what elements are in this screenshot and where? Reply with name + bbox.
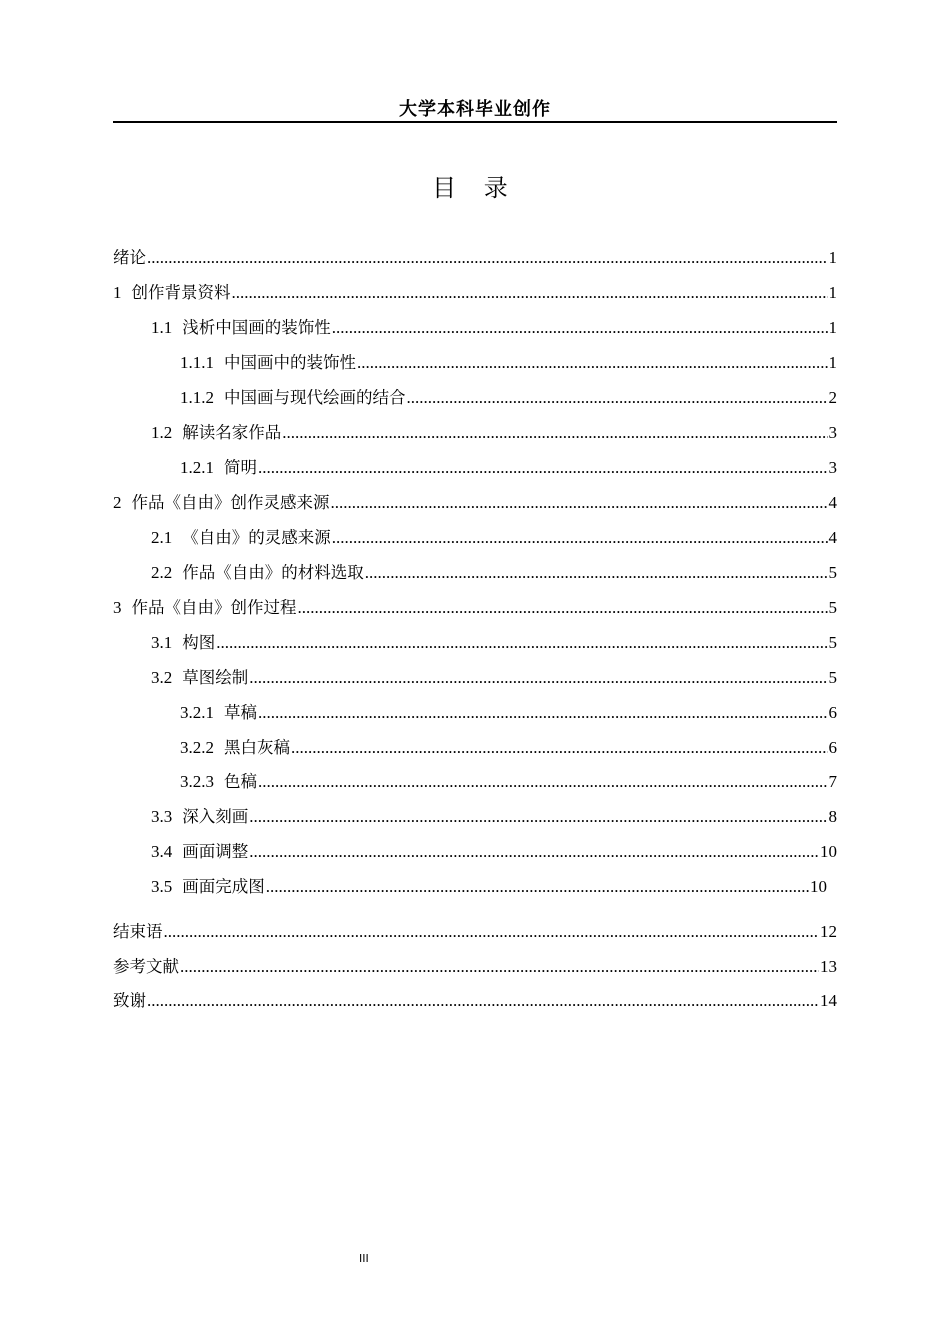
toc-entry-label: 深入刻画 xyxy=(182,807,249,826)
toc-entry-label: 作品《自由》创作灵感来源 xyxy=(131,493,330,512)
toc-entry[interactable] xyxy=(113,490,837,516)
toc-entry-page: 13 xyxy=(820,957,837,976)
toc-entry-number: 3.2.1 xyxy=(180,703,214,722)
toc-entry-page: 3 xyxy=(828,458,837,477)
toc-entry-page: 10 xyxy=(820,842,837,861)
toc-entry-label: 致谢 xyxy=(113,991,146,1010)
toc-entry-label: 结束语 xyxy=(113,922,163,941)
dot-leader xyxy=(407,385,828,411)
toc-entry-number: 2 xyxy=(113,493,122,512)
dot-leader xyxy=(180,954,819,980)
toc-entry[interactable] xyxy=(180,455,837,481)
toc-entry[interactable] xyxy=(151,630,837,656)
toc-entry-label: 浅析中国画的装饰性 xyxy=(182,318,331,337)
toc-entry[interactable] xyxy=(151,315,837,341)
toc-entry[interactable] xyxy=(151,839,837,865)
toc-entry[interactable] xyxy=(151,560,837,586)
toc-entry-page: 4 xyxy=(828,528,837,547)
dot-leader xyxy=(249,665,827,691)
dot-leader xyxy=(266,874,809,900)
toc-entry-number: 1.2.1 xyxy=(180,458,214,477)
toc-entry-page: 12 xyxy=(820,922,837,941)
dot-leader xyxy=(258,700,828,726)
toc-entry-number: 1.1 xyxy=(151,318,173,337)
toc-entry-label: 色稿 xyxy=(224,772,257,791)
toc-entry-number: 3.2.2 xyxy=(180,738,214,757)
toc-entry[interactable] xyxy=(151,874,827,900)
toc-entry-label: 解读名家作品 xyxy=(182,423,282,442)
toc-entry[interactable] xyxy=(180,350,837,376)
toc-entry-label: 黑白灰稿 xyxy=(224,738,290,757)
toc-entry-label: 草图绘制 xyxy=(182,668,249,687)
toc-entry-page: 1 xyxy=(828,248,837,267)
dot-leader xyxy=(332,315,828,341)
toc-entry[interactable] xyxy=(151,665,837,691)
toc-entry-number: 3.2 xyxy=(151,668,173,687)
dot-leader xyxy=(365,560,828,586)
dot-leader xyxy=(258,455,828,481)
toc-entry-page: 5 xyxy=(828,563,837,582)
dot-leader xyxy=(164,919,820,945)
toc-entry-page: 5 xyxy=(828,668,837,687)
toc-entry-number: 3.5 xyxy=(151,877,173,896)
toc-entry-number: 2.1 xyxy=(151,528,173,547)
toc-entry-label: 构图 xyxy=(182,633,216,652)
toc-entry[interactable] xyxy=(113,919,837,945)
toc-entry-label: 简明 xyxy=(224,458,257,477)
toc-entry-page: 1 xyxy=(828,353,837,372)
dot-leader xyxy=(258,769,828,795)
running-header-title: 大学本科毕业创作 xyxy=(399,99,551,120)
toc-entry-number: 1.2 xyxy=(151,423,173,442)
toc-entry[interactable] xyxy=(151,525,837,551)
toc-entry-page: 14 xyxy=(820,991,837,1010)
dot-leader xyxy=(357,350,828,376)
toc-entry[interactable] xyxy=(180,700,837,726)
dot-leader xyxy=(331,490,828,516)
toc-entry[interactable] xyxy=(180,385,837,411)
dot-leader xyxy=(291,735,828,761)
toc-entry-page: 8 xyxy=(828,807,837,826)
toc-entry-label: 参考文献 xyxy=(113,957,179,976)
dot-leader xyxy=(332,525,828,551)
toc-entry[interactable] xyxy=(180,769,837,795)
toc-entry-label: 绪论 xyxy=(113,248,146,267)
page-number: III xyxy=(359,1252,369,1265)
toc-entry-page: 4 xyxy=(828,493,837,512)
toc-entry-label: 《自由》的灵感来源 xyxy=(182,528,331,547)
toc-entry-page: 5 xyxy=(828,598,837,617)
toc-entry-label: 作品《自由》创作过程 xyxy=(131,598,297,617)
toc-entry-label: 中国画与现代绘画的结合 xyxy=(224,388,406,407)
toc-entry-label: 作品《自由》的材料选取 xyxy=(182,563,364,582)
toc-entry-label: 画面调整 xyxy=(182,842,249,861)
toc-entry-number: 3.2.3 xyxy=(180,772,214,791)
toc-heading: 目 录 xyxy=(432,174,518,202)
toc-entry-page: 7 xyxy=(828,772,837,791)
dot-leader xyxy=(249,804,827,830)
toc-entry[interactable] xyxy=(151,804,837,830)
toc-entry-page: 10 xyxy=(810,877,827,896)
toc-entry-label: 画面完成图 xyxy=(182,877,265,896)
toc-entry-page: 1 xyxy=(828,318,837,337)
toc-entry[interactable] xyxy=(113,280,837,306)
dot-leader xyxy=(216,630,827,656)
dot-leader xyxy=(249,839,819,865)
header-divider xyxy=(113,121,837,123)
toc-entry[interactable] xyxy=(113,954,837,980)
toc-entry-number: 3.3 xyxy=(151,807,173,826)
toc-entry-page: 6 xyxy=(828,703,837,722)
dot-leader xyxy=(147,988,819,1014)
dot-leader xyxy=(232,280,828,306)
dot-leader xyxy=(298,595,828,621)
toc-entry[interactable] xyxy=(180,735,837,761)
toc-entry-page: 1 xyxy=(828,283,837,302)
toc-entry-number: 3.4 xyxy=(151,842,173,861)
toc-entry-number: 2.2 xyxy=(151,563,173,582)
toc-entry[interactable] xyxy=(113,245,837,271)
toc-entry-label: 草稿 xyxy=(224,703,257,722)
toc-entry-number: 1 xyxy=(113,283,122,302)
toc-entry-page: 5 xyxy=(828,633,837,652)
toc-entry-page: 6 xyxy=(828,738,837,757)
toc-entry-number: 1.1.2 xyxy=(180,388,214,407)
toc-entry-label: 创作背景资料 xyxy=(131,283,231,302)
toc-entry[interactable] xyxy=(113,595,837,621)
dot-leader xyxy=(282,420,827,446)
toc-entry-page: 3 xyxy=(828,423,837,442)
toc-entry[interactable] xyxy=(113,988,837,1014)
toc-entry-label: 中国画中的装饰性 xyxy=(224,353,356,372)
toc-entry-number: 3 xyxy=(113,598,122,617)
toc-entry-number: 3.1 xyxy=(151,633,173,652)
toc-entry-number: 1.1.1 xyxy=(180,353,214,372)
toc-entry[interactable] xyxy=(151,420,837,446)
dot-leader xyxy=(147,245,828,271)
toc-entry-page: 2 xyxy=(828,388,837,407)
